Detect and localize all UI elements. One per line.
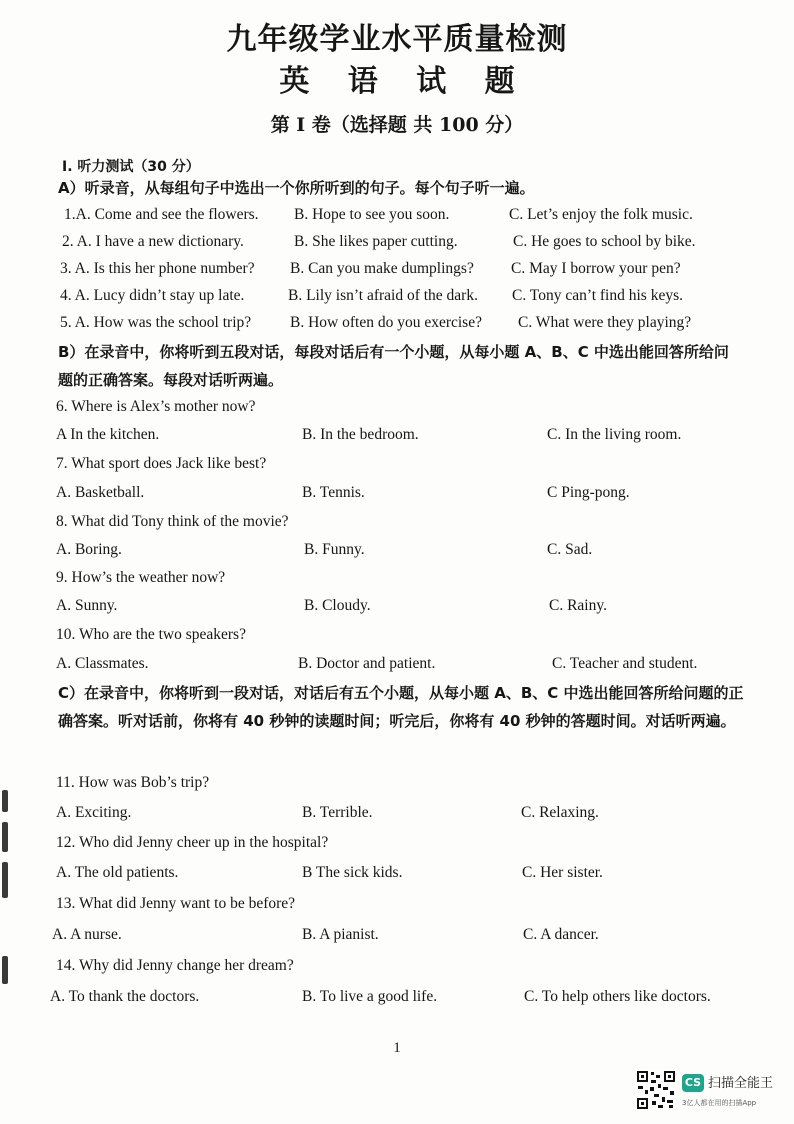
- part-c-instruction: C）在录音中，你将听到一段对话，对话后有五个小题，从每小题 A、B、C 中选出能回答所给问题的正确答案。听对话前，你将有 40 秒钟的读题时间；听完后，你将有 40 秒钟的答题时间。对话听两遍。: [58, 684, 744, 730]
- question-stem: 12. Who did Jenny cheer up in the hospital?: [56, 834, 329, 851]
- option: B. Hope to see you soon.: [294, 206, 450, 223]
- exam-subject: 英 语 试 题: [279, 64, 529, 99]
- option: C. Rainy.: [549, 597, 607, 614]
- option: B. She likes paper cutting.: [294, 233, 458, 250]
- option: C. May I borrow your pen?: [511, 260, 681, 277]
- question-stem: 8. What did Tony think of the movie?: [56, 513, 289, 530]
- question-row: [52, 926, 756, 952]
- option: B. In the bedroom.: [302, 426, 419, 443]
- option: A. Basketball.: [56, 484, 145, 501]
- option: 5. A. How was the school trip?: [60, 314, 252, 331]
- option: C. Sad.: [547, 541, 593, 558]
- option: C. Her sister.: [522, 864, 603, 881]
- question-row: [50, 988, 756, 1014]
- question-row: [56, 260, 756, 286]
- question-stem: 10. Who are the two speakers?: [56, 626, 246, 643]
- option: A. The old patients.: [56, 864, 179, 881]
- option: A. To thank the doctors.: [50, 988, 200, 1005]
- question-stem: 6. Where is Alex’s mother now?: [56, 398, 256, 415]
- question-row: [56, 484, 756, 510]
- scanner-app-tagline: 3亿人都在用的扫描App: [682, 1099, 757, 1107]
- option: B. Funny.: [304, 541, 365, 558]
- option: B. How often do you exercise?: [290, 314, 482, 331]
- qr-code-icon: [636, 1070, 676, 1110]
- question-row: [56, 206, 756, 232]
- question-row: [56, 655, 756, 681]
- option: B. Cloudy.: [304, 597, 371, 614]
- option: A. A nurse.: [52, 926, 122, 943]
- exam-title: 九年级学业水平质量检测: [226, 22, 568, 57]
- option: A. Sunny.: [56, 597, 118, 614]
- option: A In the kitchen.: [56, 426, 160, 443]
- option: B. Lily isn’t afraid of the dark.: [288, 287, 478, 304]
- option: A. Exciting.: [56, 804, 132, 821]
- question-stem: 11. How was Bob’s trip?: [56, 774, 210, 791]
- scan-artifact: [2, 822, 8, 852]
- option: C. He goes to school by bike.: [513, 233, 696, 250]
- option: C. A dancer.: [523, 926, 599, 943]
- volume-title: 第 I 卷（选择题 共 100 分）: [270, 114, 524, 136]
- option: C. Relaxing.: [521, 804, 599, 821]
- option: B. Terrible.: [302, 804, 373, 821]
- option: 3. A. Is this her phone number?: [60, 260, 255, 277]
- option: C. Let’s enjoy the folk music.: [509, 206, 693, 223]
- option: B The sick kids.: [302, 864, 403, 881]
- question-row: [56, 864, 756, 890]
- question-stem: 9. How’s the weather now?: [56, 569, 226, 586]
- option: B. Doctor and patient.: [298, 655, 436, 672]
- question-row: [56, 287, 756, 313]
- section-title-listening: I. 听力测试（30 分）: [62, 159, 200, 175]
- option: 4. A. Lucy didn’t stay up late.: [60, 287, 245, 304]
- scan-artifact: [2, 790, 8, 812]
- scan-artifact: [2, 862, 8, 898]
- question-stem: 7. What sport does Jack like best?: [56, 455, 267, 472]
- question-row: [56, 233, 756, 259]
- question-row: [56, 541, 756, 567]
- option: C. To help others like doctors.: [524, 988, 711, 1005]
- question-row: [56, 426, 756, 452]
- scanner-watermark: [636, 1070, 786, 1114]
- part-a-instruction: A）听录音，从每组句子中选出一个你所听到的句子。每个句子听一遍。: [58, 179, 535, 197]
- option: C. Teacher and student.: [552, 655, 698, 672]
- part-b-instruction: B）在录音中，你将听到五段对话，每段对话后有一个小题，从每小题 A、B、C 中选出能回答所给问题的正确答案。每段对话听两遍。: [58, 343, 729, 389]
- option: B. Can you make dumplings?: [290, 260, 474, 277]
- page-number: 1: [393, 1040, 401, 1056]
- option: C Ping-pong.: [547, 484, 630, 501]
- question-row: [56, 314, 756, 340]
- option: B. To live a good life.: [302, 988, 438, 1005]
- option: B. Tennis.: [302, 484, 365, 501]
- question-stem: 14. Why did Jenny change her dream?: [56, 957, 294, 974]
- option: C. Tony can’t find his keys.: [512, 287, 683, 304]
- option: B. A pianist.: [302, 926, 379, 943]
- question-stem: 13. What did Jenny want to be before?: [56, 895, 296, 912]
- question-row: [56, 804, 756, 830]
- option: A. Classmates.: [56, 655, 149, 672]
- option: C. In the living room.: [547, 426, 682, 443]
- camscanner-logo: CS: [682, 1074, 704, 1092]
- option: 2. A. I have a new dictionary.: [62, 233, 244, 250]
- scan-artifact: [2, 956, 8, 984]
- option: 1.A. Come and see the flowers.: [64, 206, 259, 223]
- question-row: [56, 597, 756, 623]
- scanner-app-name: 扫描全能王: [708, 1076, 774, 1091]
- option: C. What were they playing?: [518, 314, 692, 331]
- option: A. Boring.: [56, 541, 122, 558]
